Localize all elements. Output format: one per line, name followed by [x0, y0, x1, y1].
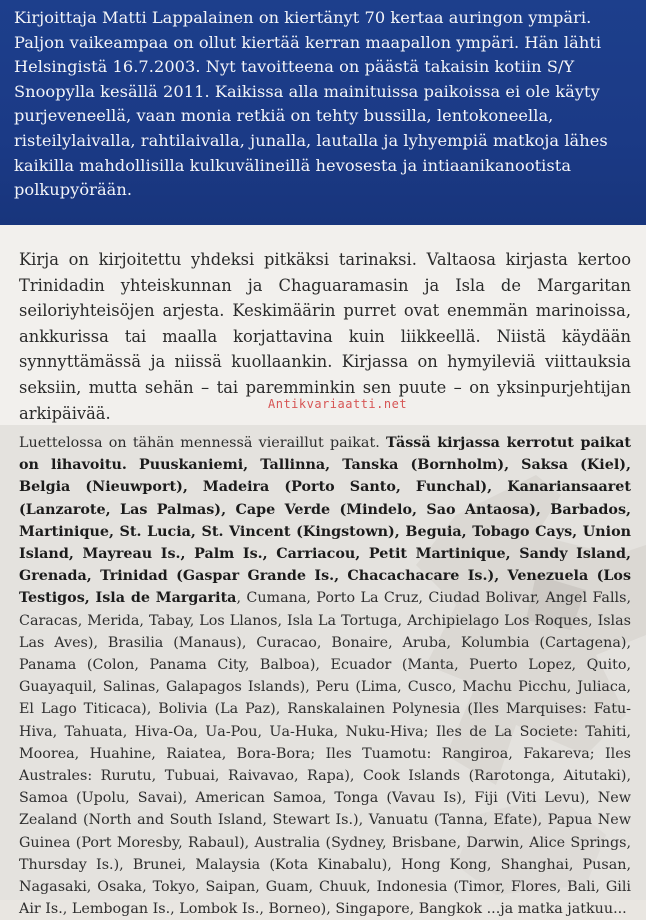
- book-description-text: Kirja on kirjoitettu yhdeksi pitkäksi tarinaksi. Valtaosa kirjasta kertoo Trinidadin yhteiskunnan ja Chaguaramasin ja Isla de Margaritan seiloriyhteisöjen arjesta. Keskimäärin purret ovat enemmän marinoissa, ankkurissa tai maalla korjattavina kuin liikkeellä. Niistä käydään synnyttämässä ja niissä kuollaankin. Kirjassa on hymyileviä viittauksia seksiin, mutta sehän – tai paremminkin sen puute – on yksinpurjehtijan arkipäivää.: [19, 250, 631, 423]
- author-bio-text: Kirjoittaja Matti Lappalainen on kiertänyt 70 kertaa auringon ympäri. Paljon vaikeampaa on ollut kiertää kerran maapallon ympäri. Hän lähti Helsingistä 16.7.2003. Nyt tavoitteena on päästä takaisin kotiin S/Y Snoopylla kesällä 2011. Kaikissa alla mainituissa paikoissa ei ole käyty purjeveneellä, vaan monia retkiä on tehty bussilla, lentokoneella, risteilylaivalla, rahtilaivalla, junalla, lautalla ja lyhyempiä matkoja lähes kaikilla mahdollisilla kulkuvälineillä hevosesta ja intiaanikanootista polkupyörään.: [14, 8, 608, 200]
- author-bio-band: [0, 0, 646, 225]
- book-description-section: [0, 225, 646, 425]
- places-rest-list: , Cumana, Porto La Cruz, Ciudad Bolivar, Angel Falls, Caracas, Merida, Tabay, Los Llanos, Isla La Tortuga, Archipielago Los Roques, Islas Las Aves), Brasilia (Manaus), Curacao, Bonaire, Aruba, Kolumbia (Cartagena), Panama (Colon, Panama City, Balboa), Ecuador (Manta, Puerto Lopez, Quito, Guayaquil, Salinas, Galapagos Islands), Peru (Lima, Cusco, Machu Picchu, Juliaca, El Lago Titicaca), Bolivia (La Paz), Ranskalainen Polynesia (Iles Marquises: Fatu-Hiva, Tahuata, Hiva-Oa, Ua-Pou, Ua-Huka, Nuku-Hiva; Iles de La Societe: Tahiti, Moorea, Huahine, Raiatea, Bora-Bora; Iles Tuamotu: Rangiroa, Fakareva; Iles Australes: Rurutu, Tubuai, Raivavao, Rapa), Cook Islands (Rarotonga, Aitutaki), Samoa (Upolu, Savai), American Samoa, Tonga (Vavau Is), Fiji (Viti Levu), New Zealand (North and South Island, Stewart Is.), Vanuatu (Tanna, Efate), Papua New Guinea (Port Moresby, Rabaul), Australia (Sydney, Brisbane, Darwin, Alice Springs, Thursday Is.), Brunei, Malaysia (Kota Kinabalu), Hong Kong, Shanghai, Pusan, Nagasaki, Osaka, Tokyo, Saipan, Guam, Chuuk, Indonesia (Timor, Flores, Bali, Gili Air Is., Lembogan Is., Lombok Is., Borneo), Singapore, Bangkok ...ja matka jatkuu...: [19, 590, 631, 918]
- places-list-text: [19, 432, 631, 920]
- watermark-text: Antikvariaatti.net: [268, 397, 408, 411]
- places-bold-note: Tässä kirjassa kerrotut paikat on lihavoitu.: [19, 435, 631, 474]
- places-intro: Luettelossa on tähän mennessä vieraillut paikat.: [19, 435, 386, 451]
- places-bold-list: Puuskaniemi, Tallinna, Tanska (Bornholm), Saksa (Kiel), Belgia (Nieuwport), Madeira (Porto Santo, Funchal), Kanariansaaret (Lanzarote, Las Palmas), Cape Verde (Mindelo, Sao Antaosa), Barbados, Martinique, St. Lucia, St. Vincent (Kingstown), Beguia, Tobago Cays, Union Island, Mayreau Is., Palm Is., Carriacou, Petit Martinique, Sandy Island, Grenada, Trinidad (Gaspar Grande Is., Chacachacare Is.), Venezuela (Los Testigos, Isla de Margarita: [19, 457, 631, 607]
- places-section: [0, 425, 646, 918]
